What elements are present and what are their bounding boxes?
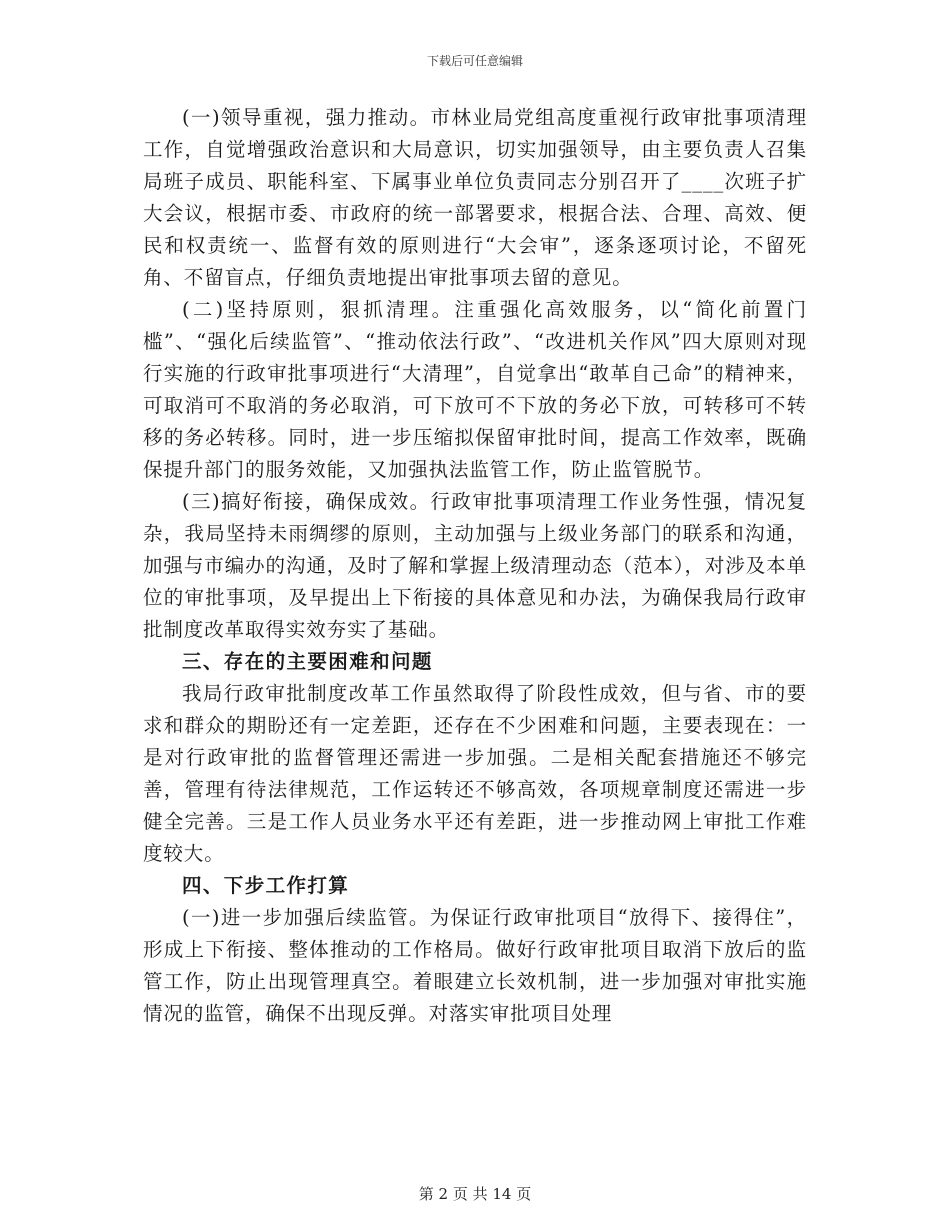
paragraph-principles: (二)坚持原则，狠抓清理。注重强化高效服务，以“简化前置门槛”、“强化后续监管”、“推动依法行政”、“改进机关作风”四大原则对现行实施的行政审批事项进行“大清理”，自觉拿出“敢革自己命”的精神来，可取消可不取消的务必取消，可下放可不下放的务必下放，可转移可不转移的务必转移。同时，进一步压缩拟保留审批时间，提高工作效率，既确保提升部门的服务效能，又加强执法监管工作，防止监管脱节。 [143, 298, 807, 481]
document-body [143, 102, 807, 1030]
paragraph-supervision: (一)进一步加强后续监管。为保证行政审批项目“放得下、接得住”，形成上下衔接、整体推动的工作格局。做好行政审批项目取消下放后的监管工作，防止出现管理真空。着眼建立长效机制，进一步加强对审批实施情况的监管，确保不出现反弹。对落实审批项目处理 [143, 906, 807, 1025]
paragraph-coordination: (三)搞好衔接，确保成效。行政审批事项清理工作业务性强，情况复杂，我局坚持未雨绸缪的原则，主动加强与上级业务部门的联系和沟通，加强与市编办的沟通，及时了解和掌握上级清理动态（范本），对涉及本单位的审批事项，及早提出上下衔接的具体意见和办法，为确保我局行政审批制度改革取得实效夯实了基础。 [143, 490, 807, 641]
page-footer: 第 2 页 共 14 页 [418, 1185, 532, 1203]
paragraph-problems: 我局行政审批制度改革工作虽然取得了阶段性成效，但与省、市的要求和群众的期盼还有一定差距，还存在不少困难和问题，主要表现在：一是对行政审批的监督管理还需进一步加强。二是相关配套措施还不够完善，管理有待法律规范，工作运转还不够高效，各项规章制度还需进一步健全完善。三是工作人员业务水平还有差距，进一步推动网上审批工作难度较大。 [143, 682, 807, 865]
section-heading-problems: 三、存在的主要困难和问题 [182, 650, 433, 673]
page-header: 下载后可任意编辑 [426, 54, 523, 68]
section-heading-next-steps: 四、下步工作打算 [182, 874, 350, 897]
paragraph-leadership: (一)领导重视，强力推动。市林业局党组高度重视行政审批事项清理工作，自觉增强政治意识和大局意识，切实加强领导，由主要负责人召集局班子成员、职能科室、下属事业单位负责同志分别召开了____次班子扩大会议，根据市委、市政府的统一部署要求，根据合法、合理、高效、便民和权责统一、监督有效的原则进行“大会审”，逐条逐项讨论，不留死角、不留盲点，仔细负责地提出审批事项去留的意见。 [143, 106, 807, 289]
